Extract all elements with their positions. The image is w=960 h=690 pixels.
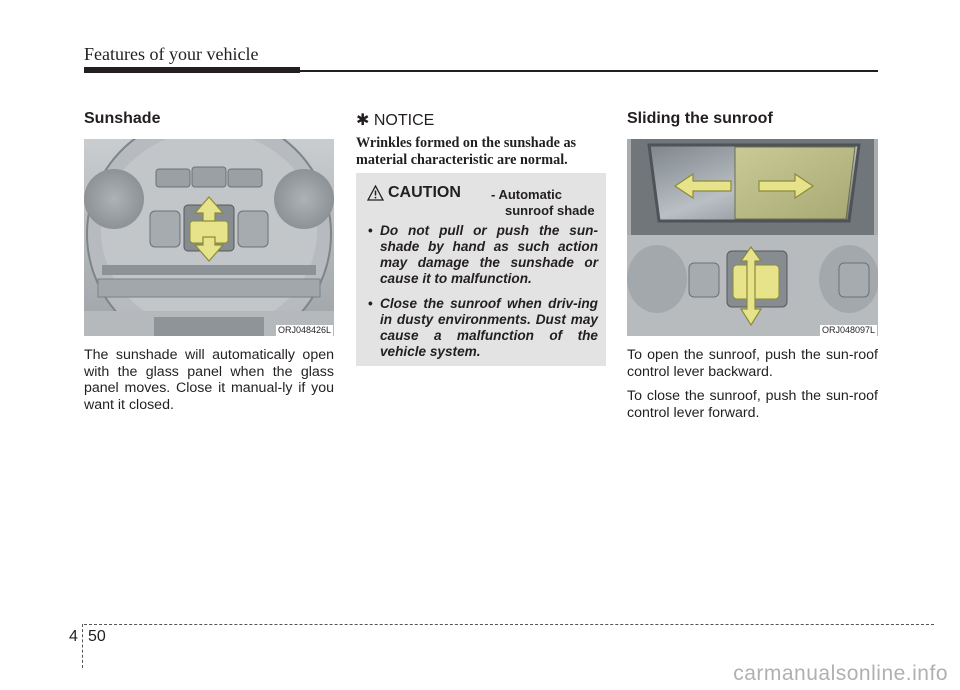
sunshade-figure bbox=[84, 139, 334, 336]
header-bar bbox=[84, 67, 300, 73]
sliding-figure bbox=[627, 139, 878, 336]
sliding-paragraph: To close the sunroof, push the sun-roof control lever forward. bbox=[627, 388, 878, 421]
watermark-link[interactable]: carmanualsonline.info bbox=[733, 662, 948, 685]
caution-item: • Close the sunroof when driv-ing in dusty environments. Dust may cause a malfunction of the vehicle system. bbox=[366, 296, 598, 360]
warning-triangle-icon bbox=[367, 185, 384, 201]
caution-item: • Do not pull or push the sun-shade by hand as such action may damage the sunshade or cause it to malfunction. bbox=[366, 223, 598, 287]
sunroof-illustration bbox=[627, 139, 878, 336]
sunshade-heading: Sunshade bbox=[84, 110, 161, 127]
notice-heading-row bbox=[356, 110, 434, 130]
caution-box bbox=[356, 173, 606, 366]
notice-heading: NOTICE bbox=[373, 112, 435, 129]
sunshade-illustration bbox=[84, 139, 334, 336]
notice-symbol-icon: ✱ bbox=[356, 112, 370, 129]
caution-list bbox=[366, 223, 598, 369]
sliding-body bbox=[627, 347, 878, 429]
caution-subtitle-line2: sunroof shade bbox=[505, 203, 595, 218]
header-rule bbox=[300, 70, 878, 72]
footer-divider bbox=[82, 624, 83, 668]
sunshade-body: The sunshade will automatically open with the glass panel when the glass panel moves. Close it manual-ly if you want it closed. bbox=[84, 347, 334, 413]
page-header-title: Features of your vehicle bbox=[84, 44, 259, 64]
caution-subtitle-line1: - Automatic bbox=[491, 187, 563, 202]
footer-rule bbox=[84, 624, 934, 625]
caution-subtitle bbox=[491, 187, 595, 219]
sliding-paragraph: To open the sunroof, push the sun-roof control lever backward. bbox=[627, 347, 878, 380]
caution-title: CAUTION bbox=[388, 184, 461, 201]
sliding-heading: Sliding the sunroof bbox=[627, 110, 773, 127]
sunshade-figure-code: ORJ048426L bbox=[277, 325, 331, 335]
sliding-figure-code: ORJ048097L bbox=[821, 325, 875, 335]
chapter-number: 4 bbox=[69, 628, 78, 645]
page-number: 50 bbox=[88, 628, 106, 645]
notice-text: Wrinkles formed on the sunshade as material characteristic are normal. bbox=[356, 135, 577, 168]
